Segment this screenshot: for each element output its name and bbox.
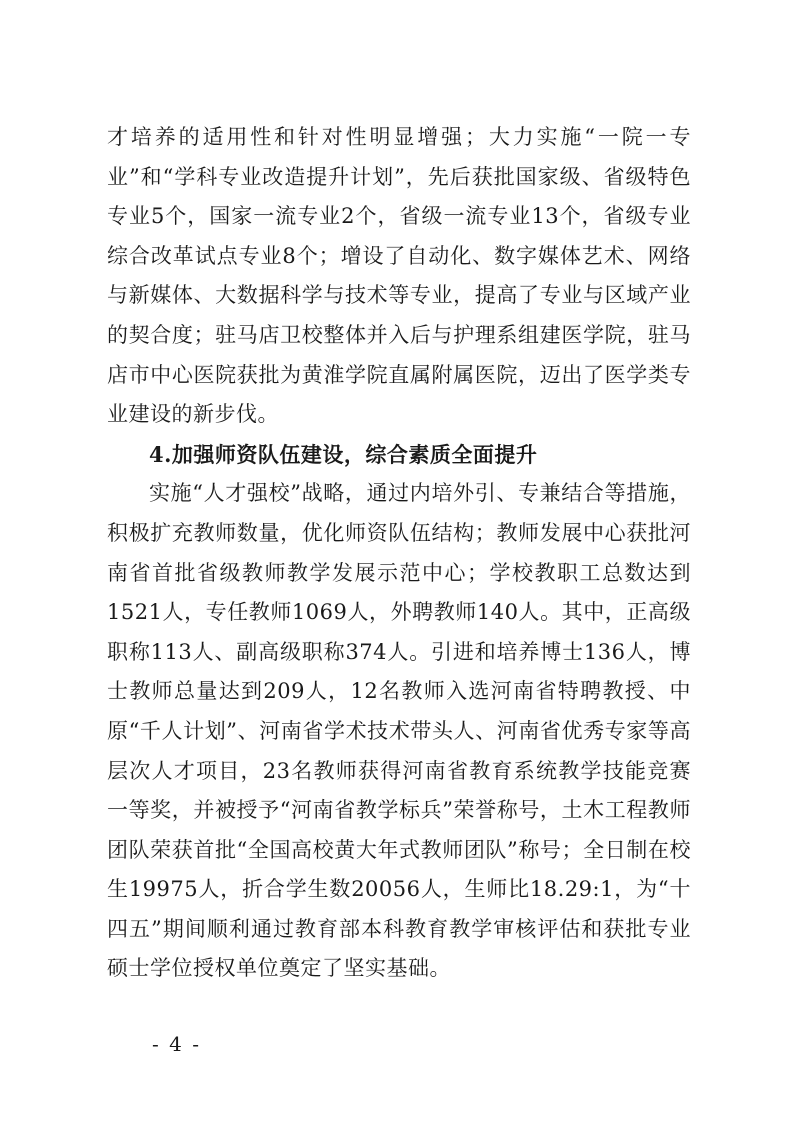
section-heading: 4.加强师资队伍建设，综合素质全面提升 <box>149 441 538 467</box>
page-number: - 4 - <box>152 1032 201 1056</box>
continued-paragraph: 才培养的适用性和针对性明显增强；大力实施“一院一专业”和“学科专业改造提升计划”，先后获批国家级、省级特色专业5个，国家一流专业2个，省级一流专业13个，省级专业综合改革试点专业8个；增设了自动化、数字媒体艺术、网络与新媒体、大数据科学与技术等专业，提高了专业与区域产业的契合度；驻马店卫校整体并入后与护理系组建医学院，驻马店市中心医院获批为黄淮学院直属附属医院，迈出了医学类专业建设的新步伐。 <box>107 125 691 427</box>
section-paragraph: 实施“人才强校”战略，通过内培外引、专兼结合等措施，积极扩充教师数量，优化师资队伍结构；教师发展中心获批河南省首批省级教师教学发展示范中心；学校教职工总数达到1521人，专任教师1069人，外聘教师140人。其中，正高级职称113人、副高级职称374人。引进和培养博士136人，博士教师总量达到209人，12名教师入选河南省特聘教授、中原“千人计划”、河南省学术技术带头人、河南省优秀专家等高层次人才项目，23名教师获得河南省教育系统教学技能竞赛一等奖，并被授予“河南省教学标兵”荣誉称号，土木工程教师团队荣获首批“全国高校黄大年式教师团队”称号；全日制在校生19975人，折合学生数20056人，生师比18.29:1，为“十四五”期间顺利通过教育部本科教育教学审核评估和获批专业硕士学位授权单位奠定了坚实基础。 <box>107 481 691 981</box>
body-text <box>107 118 691 989</box>
